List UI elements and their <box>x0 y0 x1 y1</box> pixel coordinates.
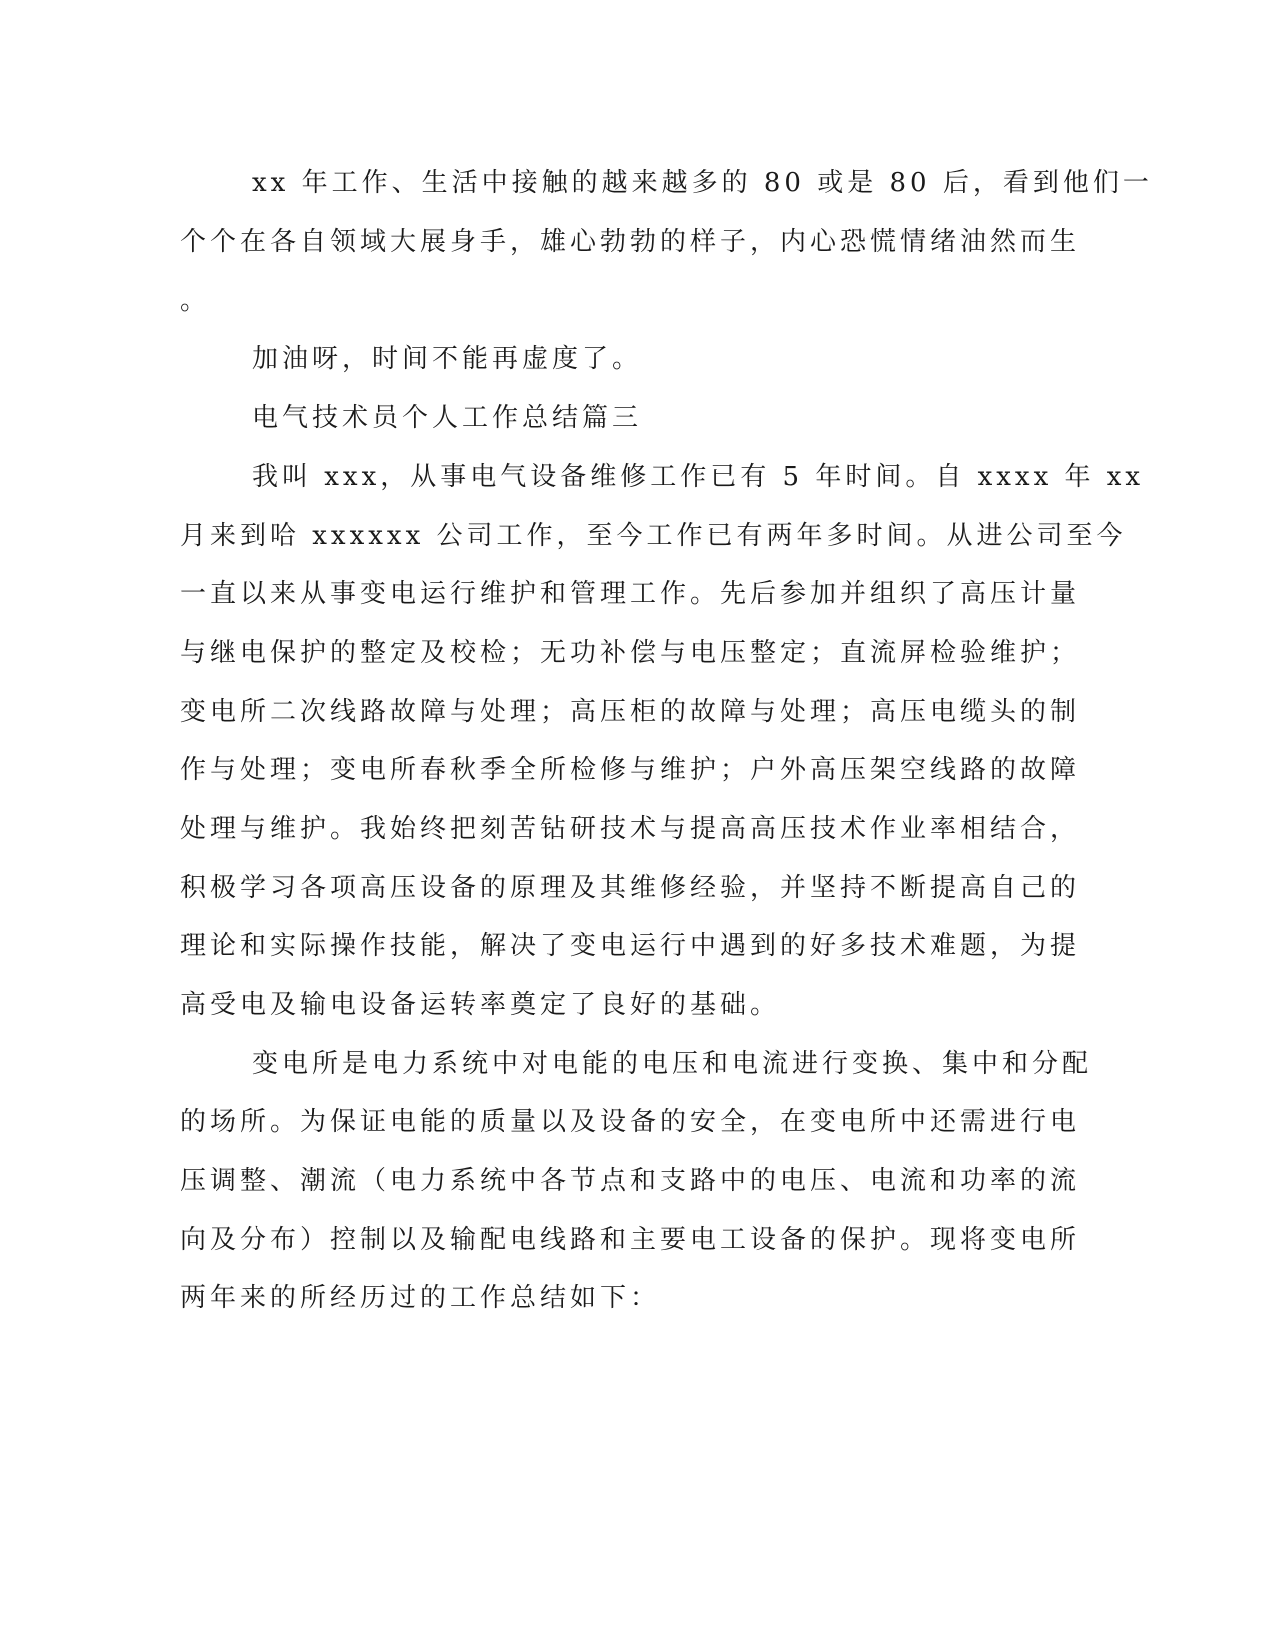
text-line: 两年来的所经历过的工作总结如下： <box>180 1283 661 1313</box>
text-line: 一直以来从事变电运行维护和管理工作。先后参加并组织了高压计量 <box>180 579 1081 609</box>
text-line: 。 <box>180 286 211 316</box>
text-line: 向及分布）控制以及输配电线路和主要电工设备的保护。现将变电所 <box>180 1225 1081 1255</box>
text-line: 压调整、潮流（电力系统中各节点和支路中的电压、电流和功率的流 <box>180 1166 1081 1196</box>
text-line: 月来到哈 xxxxxx 公司工作，至今工作已有两年多时间。从进公司至今 <box>180 521 1127 551</box>
text-line: 变电所是电力系统中对电能的电压和电流进行变换、集中和分配 <box>252 1049 1093 1079</box>
text-line: 处理与维护。我始终把刻苦钻研技术与提高高压技术作业率相结合， <box>180 814 1081 844</box>
text-line: 的场所。为保证电能的质量以及设备的安全，在变电所中还需进行电 <box>180 1107 1081 1137</box>
text-line: 我叫 xxx，从事电气设备维修工作已有 5 年时间。自 xxxx 年 xx <box>252 462 1145 492</box>
section-heading: 电气技术员个人工作总结篇三 <box>252 403 643 433</box>
text-line: 变电所二次线路故障与处理；高压柜的故障与处理；高压电缆头的制 <box>180 697 1081 727</box>
text-line: xx 年工作、生活中接触的越来越多的 80 或是 80 后，看到他们一 <box>252 168 1153 198</box>
text-line: 作与处理；变电所春秋季全所检修与维护；户外高压架空线路的故障 <box>180 755 1081 785</box>
text-line: 加油呀，时间不能再虚度了。 <box>252 344 643 374</box>
text-line: 高受电及输电设备运转率奠定了良好的基础。 <box>180 990 781 1020</box>
text-line: 与继电保护的整定及校检；无功补偿与电压整定；直流屏检验维护； <box>180 638 1081 668</box>
text-line: 积极学习各项高压设备的原理及其维修经验，并坚持不断提高自己的 <box>180 873 1081 903</box>
text-line: 理论和实际操作技能，解决了变电运行中遇到的好多技术难题，为提 <box>180 931 1081 961</box>
text-line: 个个在各自领域大展身手，雄心勃勃的样子，内心恐慌情绪油然而生 <box>180 227 1081 257</box>
